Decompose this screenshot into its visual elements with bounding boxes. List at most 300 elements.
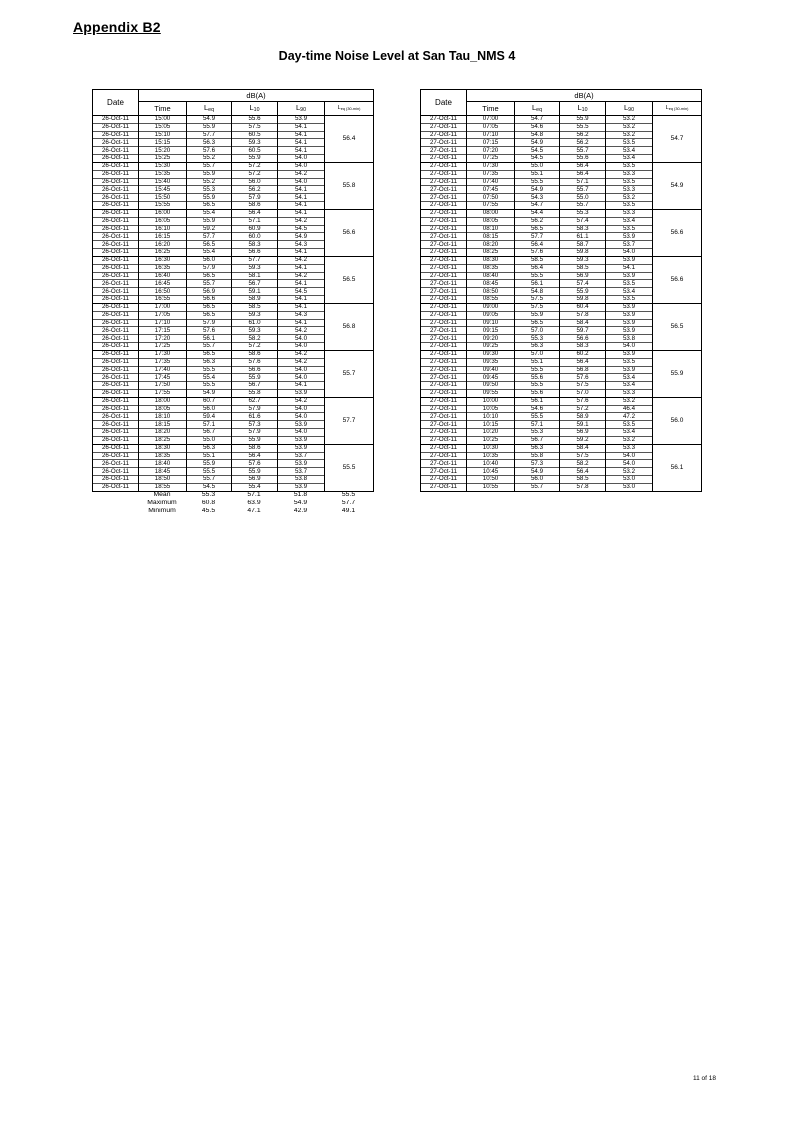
l90-cell: 54.1 [278, 249, 325, 257]
date-cell: 26-Oct-11 [93, 123, 139, 131]
right-table-body [421, 116, 702, 492]
date-cell: 26-Oct-11 [93, 233, 139, 241]
l90-cell: 54.0 [278, 405, 325, 413]
l90-cell: 53.4 [606, 217, 653, 225]
time-cell: 07:30 [467, 162, 515, 170]
time-cell: 07:50 [467, 194, 515, 202]
date-cell: 26-Oct-11 [93, 139, 139, 147]
l90-cell: 54.5 [278, 225, 325, 233]
date-cell: 26-Oct-11 [93, 202, 139, 210]
appendix-heading: Appendix B2 [73, 19, 161, 35]
date-cell: 27-Oct-11 [421, 303, 467, 311]
time-cell: 18:35 [139, 452, 187, 460]
time-cell: 17:55 [139, 389, 187, 397]
leq-cell: 54.8 [515, 131, 560, 139]
time-cell: 10:20 [467, 429, 515, 437]
l10-cell: 59.8 [560, 296, 606, 304]
leq-cell: 55.7 [515, 483, 560, 491]
l90-header: $L_{90}$ [606, 102, 653, 116]
table-row [421, 162, 702, 170]
l10-cell: 57.9 [232, 194, 278, 202]
date-cell: 26-Oct-11 [93, 186, 139, 194]
l10-cell: 57.6 [232, 460, 278, 468]
table-row [93, 209, 374, 217]
leq-cell: 56.6 [187, 296, 232, 304]
leq-cell: 56.3 [515, 343, 560, 351]
l90-cell: 53.4 [606, 147, 653, 155]
leq30-cell: 56.5 [325, 256, 374, 303]
l10-cell: 57.5 [560, 452, 606, 460]
l10-cell: 56.4 [232, 209, 278, 217]
leq-cell: 56.0 [187, 256, 232, 264]
l90-cell: 53.3 [606, 209, 653, 217]
page-number: 11 of 18 [693, 1075, 717, 1082]
leq-cell: 55.3 [515, 335, 560, 343]
l10-cell: 55.9 [560, 116, 606, 124]
l90-cell: 53.5 [606, 162, 653, 170]
leq-cell: 54.4 [515, 209, 560, 217]
l90-cell: 53.0 [606, 476, 653, 484]
leq-cell: 56.9 [187, 288, 232, 296]
table-row [93, 162, 374, 170]
leq30-header: $L_{eq (30-min)}$ [325, 102, 374, 116]
time-cell: 07:15 [467, 139, 515, 147]
l90-cell: 53.5 [606, 139, 653, 147]
l90-cell: 54.0 [606, 452, 653, 460]
l90-cell: 53.2 [606, 194, 653, 202]
l90-cell: 53.5 [606, 421, 653, 429]
l90-cell: 54.0 [278, 374, 325, 382]
l10-cell: 57.6 [560, 374, 606, 382]
leq-cell: 57.1 [187, 421, 232, 429]
date-cell: 26-Oct-11 [93, 272, 139, 280]
leq30-cell: 54.9 [653, 162, 702, 209]
l90-cell: 54.5 [278, 288, 325, 296]
leq-cell: 54.9 [515, 468, 560, 476]
table-row [421, 444, 702, 452]
time-cell: 08:40 [467, 272, 515, 280]
l10-cell: 60.5 [232, 147, 278, 155]
leq-cell: 55.1 [187, 452, 232, 460]
leq-cell: 56.1 [515, 280, 560, 288]
l10-cell: 56.4 [560, 170, 606, 178]
leq-cell: 57.5 [515, 303, 560, 311]
date-cell: 26-Oct-11 [93, 483, 139, 491]
l90-cell: 54.2 [278, 358, 325, 366]
date-cell: 27-Oct-11 [421, 217, 467, 225]
l90-cell: 53.4 [606, 288, 653, 296]
summary-leq30: 55.5 [341, 491, 356, 499]
time-cell: 09:35 [467, 358, 515, 366]
leq-cell: 54.3 [515, 194, 560, 202]
date-cell: 26-Oct-11 [93, 131, 139, 139]
l90-cell: 53.5 [606, 225, 653, 233]
l10-cell: 56.7 [232, 382, 278, 390]
leq-cell: 55.0 [515, 162, 560, 170]
time-cell: 07:00 [467, 116, 515, 124]
l90-cell: 53.3 [606, 444, 653, 452]
l10-cell: 60.4 [560, 303, 606, 311]
l10-cell: 60.9 [232, 225, 278, 233]
l90-cell: 54.0 [278, 178, 325, 186]
l90-cell: 53.5 [606, 296, 653, 304]
leq-cell: 55.1 [515, 358, 560, 366]
time-cell: 07:55 [467, 202, 515, 210]
l10-cell: 55.9 [232, 436, 278, 444]
date-cell: 26-Oct-11 [93, 429, 139, 437]
leq-cell: 59.2 [187, 225, 232, 233]
time-cell: 16:10 [139, 225, 187, 233]
page-title: Day-time Noise Level at San Tau_NMS 4 [278, 49, 516, 63]
time-cell: 07:40 [467, 178, 515, 186]
time-cell: 10:40 [467, 460, 515, 468]
summary-label: Minimum [148, 507, 176, 515]
date-cell: 26-Oct-11 [93, 460, 139, 468]
l10-cell: 57.0 [560, 389, 606, 397]
l10-cell: 55.9 [232, 155, 278, 163]
date-cell: 26-Oct-11 [93, 147, 139, 155]
l10-cell: 60.5 [232, 131, 278, 139]
leq-cell: 57.6 [187, 327, 232, 335]
date-cell: 26-Oct-11 [93, 468, 139, 476]
time-cell: 09:20 [467, 335, 515, 343]
leq-cell: 55.9 [187, 123, 232, 131]
l10-cell: 58.6 [232, 202, 278, 210]
date-cell: 26-Oct-11 [93, 413, 139, 421]
l10-cell: 59.1 [232, 288, 278, 296]
date-cell: 26-Oct-11 [93, 256, 139, 264]
l90-cell: 54.1 [278, 209, 325, 217]
l10-cell: 59.3 [232, 311, 278, 319]
l90-cell: 54.1 [278, 382, 325, 390]
time-cell: 16:30 [139, 256, 187, 264]
l90-cell: 53.4 [606, 155, 653, 163]
l90-cell: 53.8 [606, 335, 653, 343]
summary-row [92, 508, 373, 516]
summary-l10: 57.1 [247, 491, 261, 499]
leq30-cell: 56.0 [653, 397, 702, 444]
l90-cell: 53.9 [606, 303, 653, 311]
l10-cell: 55.7 [560, 147, 606, 155]
date-cell: 26-Oct-11 [93, 225, 139, 233]
table-row [421, 256, 702, 264]
summary-spacer [92, 492, 138, 500]
date-cell: 26-Oct-11 [93, 155, 139, 163]
l90-cell: 54.0 [278, 335, 325, 343]
leq-cell: 54.9 [187, 389, 232, 397]
date-cell: 26-Oct-11 [93, 405, 139, 413]
l90-cell: 54.1 [278, 147, 325, 155]
time-cell: 09:10 [467, 319, 515, 327]
l90-cell: 54.0 [606, 460, 653, 468]
date-cell: 26-Oct-11 [93, 194, 139, 202]
date-cell: 27-Oct-11 [421, 194, 467, 202]
l10-cell: 61.6 [232, 413, 278, 421]
l10-cell: 57.2 [560, 405, 606, 413]
date-cell: 26-Oct-11 [93, 374, 139, 382]
summary-leq: 55.3 [201, 491, 216, 499]
l90-cell: 54.1 [278, 194, 325, 202]
date-cell: 27-Oct-11 [421, 155, 467, 163]
leq-cell: 55.9 [187, 194, 232, 202]
time-cell: 08:10 [467, 225, 515, 233]
leq-cell: 55.6 [515, 389, 560, 397]
l10-cell: 61.0 [232, 319, 278, 327]
date-cell: 27-Oct-11 [421, 413, 467, 421]
date-cell: 27-Oct-11 [421, 483, 467, 491]
time-cell: 17:30 [139, 350, 187, 358]
time-header: Time [467, 102, 515, 116]
time-cell: 10:25 [467, 436, 515, 444]
l90-cell: 47.2 [606, 413, 653, 421]
l10-cell: 58.3 [560, 225, 606, 233]
l90-cell: 54.0 [278, 413, 325, 421]
time-cell: 15:25 [139, 155, 187, 163]
leq-cell: 55.4 [187, 249, 232, 257]
leq30-cell: 55.5 [325, 444, 374, 491]
time-cell: 15:45 [139, 186, 187, 194]
leq-cell: 55.9 [515, 311, 560, 319]
date-cell: 26-Oct-11 [93, 249, 139, 257]
leq-cell: 55.7 [187, 162, 232, 170]
leq-cell: 54.7 [515, 202, 560, 210]
l10-cell: 57.8 [560, 311, 606, 319]
leq30-cell: 56.6 [325, 209, 374, 256]
leq-cell: 54.9 [515, 186, 560, 194]
l10-cell: 55.6 [232, 116, 278, 124]
l90-cell: 53.5 [606, 358, 653, 366]
l10-cell: 57.3 [232, 421, 278, 429]
l90-cell: 53.9 [278, 483, 325, 491]
time-cell: 17:15 [139, 327, 187, 335]
time-cell: 10:50 [467, 476, 515, 484]
l10-cell: 57.4 [560, 217, 606, 225]
leq-cell: 55.3 [187, 186, 232, 194]
summary-row [92, 492, 373, 500]
leq30-cell: 56.6 [653, 256, 702, 303]
l10-cell: 56.4 [232, 452, 278, 460]
leq-cell: 55.7 [187, 476, 232, 484]
date-cell: 27-Oct-11 [421, 343, 467, 351]
time-cell: 08:20 [467, 241, 515, 249]
time-cell: 18:50 [139, 476, 187, 484]
table-row [93, 350, 374, 358]
leq-cell: 56.0 [515, 476, 560, 484]
l10-cell: 59.3 [232, 139, 278, 147]
date-cell: 26-Oct-11 [93, 444, 139, 452]
l10-cell: 59.8 [560, 249, 606, 257]
date-cell: 27-Oct-11 [421, 162, 467, 170]
l10-cell: 55.9 [232, 468, 278, 476]
l90-cell: 53.9 [606, 311, 653, 319]
l90-cell: 53.9 [606, 256, 653, 264]
time-cell: 08:25 [467, 249, 515, 257]
l90-cell: 53.3 [606, 389, 653, 397]
leq-cell: 56.5 [515, 225, 560, 233]
date-cell: 26-Oct-11 [93, 343, 139, 351]
leq-cell: 56.3 [187, 139, 232, 147]
date-cell: 26-Oct-11 [93, 421, 139, 429]
time-cell: 08:55 [467, 296, 515, 304]
l10-cell: 57.7 [232, 256, 278, 264]
time-cell: 08:35 [467, 264, 515, 272]
l10-cell: 58.5 [560, 476, 606, 484]
date-cell: 27-Oct-11 [421, 139, 467, 147]
time-cell: 18:55 [139, 483, 187, 491]
date-header: Date [93, 90, 139, 116]
date-cell: 27-Oct-11 [421, 350, 467, 358]
l10-cell: 57.9 [232, 405, 278, 413]
summary-spacer [92, 500, 138, 508]
l10-cell: 56.2 [560, 139, 606, 147]
date-cell: 27-Oct-11 [421, 319, 467, 327]
l90-cell: 54.2 [278, 217, 325, 225]
date-cell: 26-Oct-11 [93, 452, 139, 460]
summary-spacer [92, 508, 138, 516]
date-cell: 27-Oct-11 [421, 374, 467, 382]
l10-cell: 58.3 [232, 241, 278, 249]
time-cell: 16:20 [139, 241, 187, 249]
date-cell: 27-Oct-11 [421, 429, 467, 437]
l10-cell: 57.8 [560, 483, 606, 491]
leq-cell: 55.9 [187, 460, 232, 468]
time-cell: 16:55 [139, 296, 187, 304]
l10-cell: 55.9 [560, 288, 606, 296]
l10-cell: 55.3 [560, 209, 606, 217]
table-row [93, 444, 374, 452]
leq-header: $L_{eq}$ [515, 102, 560, 116]
leq-cell: 54.5 [515, 147, 560, 155]
l10-cell: 59.3 [560, 256, 606, 264]
l10-cell: 58.4 [560, 444, 606, 452]
l90-cell: 54.0 [278, 429, 325, 437]
leq-cell: 55.6 [515, 374, 560, 382]
time-cell: 10:35 [467, 452, 515, 460]
time-cell: 15:30 [139, 162, 187, 170]
leq-cell: 55.5 [515, 413, 560, 421]
date-cell: 27-Oct-11 [421, 147, 467, 155]
l10-cell: 62.7 [232, 397, 278, 405]
leq-cell: 54.9 [187, 116, 232, 124]
leq-cell: 54.8 [515, 288, 560, 296]
leq-cell: 55.0 [187, 436, 232, 444]
leq-cell: 56.3 [187, 444, 232, 452]
l90-header: $L_{90}$ [278, 102, 325, 116]
l90-cell: 54.2 [278, 397, 325, 405]
date-cell: 27-Oct-11 [421, 468, 467, 476]
l10-cell: 55.6 [560, 155, 606, 163]
date-cell: 26-Oct-11 [93, 476, 139, 484]
l10-cell: 55.9 [232, 374, 278, 382]
time-cell: 15:15 [139, 139, 187, 147]
date-cell: 27-Oct-11 [421, 178, 467, 186]
time-cell: 17:40 [139, 366, 187, 374]
leq30-cell: 55.9 [653, 350, 702, 397]
time-cell: 17:50 [139, 382, 187, 390]
leq-header: $L_{eq}$ [187, 102, 232, 116]
summary-leq: 45.5 [201, 507, 216, 515]
leq30-cell: 57.7 [325, 397, 374, 444]
l10-cell: 55.7 [560, 186, 606, 194]
summary-table [92, 492, 373, 516]
l10-cell: 57.2 [232, 170, 278, 178]
l10-cell: 59.2 [560, 436, 606, 444]
summary-leq30: 49.1 [341, 507, 356, 515]
date-cell: 27-Oct-11 [421, 421, 467, 429]
l90-cell: 54.9 [278, 233, 325, 241]
leq-cell: 56.2 [515, 217, 560, 225]
date-cell: 27-Oct-11 [421, 405, 467, 413]
summary-label: Mean [153, 491, 171, 499]
l10-cell: 57.4 [560, 280, 606, 288]
date-cell: 26-Oct-11 [93, 241, 139, 249]
date-cell: 26-Oct-11 [93, 382, 139, 390]
l90-cell: 53.7 [278, 452, 325, 460]
l90-cell: 54.1 [278, 123, 325, 131]
leq-cell: 57.1 [515, 421, 560, 429]
l10-cell: 58.9 [560, 413, 606, 421]
l10-cell: 58.3 [560, 343, 606, 351]
date-cell: 27-Oct-11 [421, 131, 467, 139]
time-cell: 16:40 [139, 272, 187, 280]
l10-cell: 57.1 [560, 178, 606, 186]
l10-cell: 58.6 [232, 350, 278, 358]
time-cell: 15:00 [139, 116, 187, 124]
time-cell: 08:45 [467, 280, 515, 288]
time-cell: 15:05 [139, 123, 187, 131]
time-cell: 15:50 [139, 194, 187, 202]
l90-cell: 53.5 [606, 202, 653, 210]
l90-cell: 54.1 [278, 280, 325, 288]
l90-cell: 53.7 [606, 241, 653, 249]
date-cell: 27-Oct-11 [421, 202, 467, 210]
l90-cell: 54.2 [278, 350, 325, 358]
summary-l90: 51.8 [293, 491, 308, 499]
unit-header: dB(A) [467, 90, 702, 102]
l90-cell: 53.9 [606, 233, 653, 241]
l10-cell: 57.6 [560, 397, 606, 405]
date-cell: 26-Oct-11 [93, 264, 139, 272]
l90-cell: 54.2 [278, 327, 325, 335]
table-row [421, 350, 702, 358]
time-cell: 07:45 [467, 186, 515, 194]
time-cell: 15:10 [139, 131, 187, 139]
table-row [421, 303, 702, 311]
date-cell: 26-Oct-11 [93, 389, 139, 397]
leq-cell: 55.1 [515, 170, 560, 178]
leq-cell: 58.5 [515, 256, 560, 264]
l90-cell: 54.1 [606, 264, 653, 272]
leq-cell: 55.5 [187, 468, 232, 476]
l10-cell: 56.6 [560, 335, 606, 343]
l10-cell: 58.9 [232, 296, 278, 304]
l90-cell: 54.0 [278, 162, 325, 170]
leq-cell: 56.7 [187, 429, 232, 437]
summary-l10: 47.1 [247, 507, 261, 515]
l90-cell: 53.5 [606, 178, 653, 186]
time-cell: 07:10 [467, 131, 515, 139]
leq30-header: $L_{eq (30-min)}$ [653, 102, 702, 116]
l10-cell: 57.5 [232, 123, 278, 131]
leq-cell: 59.4 [187, 413, 232, 421]
l90-cell: 53.5 [606, 280, 653, 288]
date-header: Date [421, 90, 467, 116]
time-cell: 16:25 [139, 249, 187, 257]
table-row [93, 116, 374, 124]
leq-cell: 57.5 [515, 296, 560, 304]
l90-cell: 53.4 [606, 429, 653, 437]
date-cell: 27-Oct-11 [421, 460, 467, 468]
